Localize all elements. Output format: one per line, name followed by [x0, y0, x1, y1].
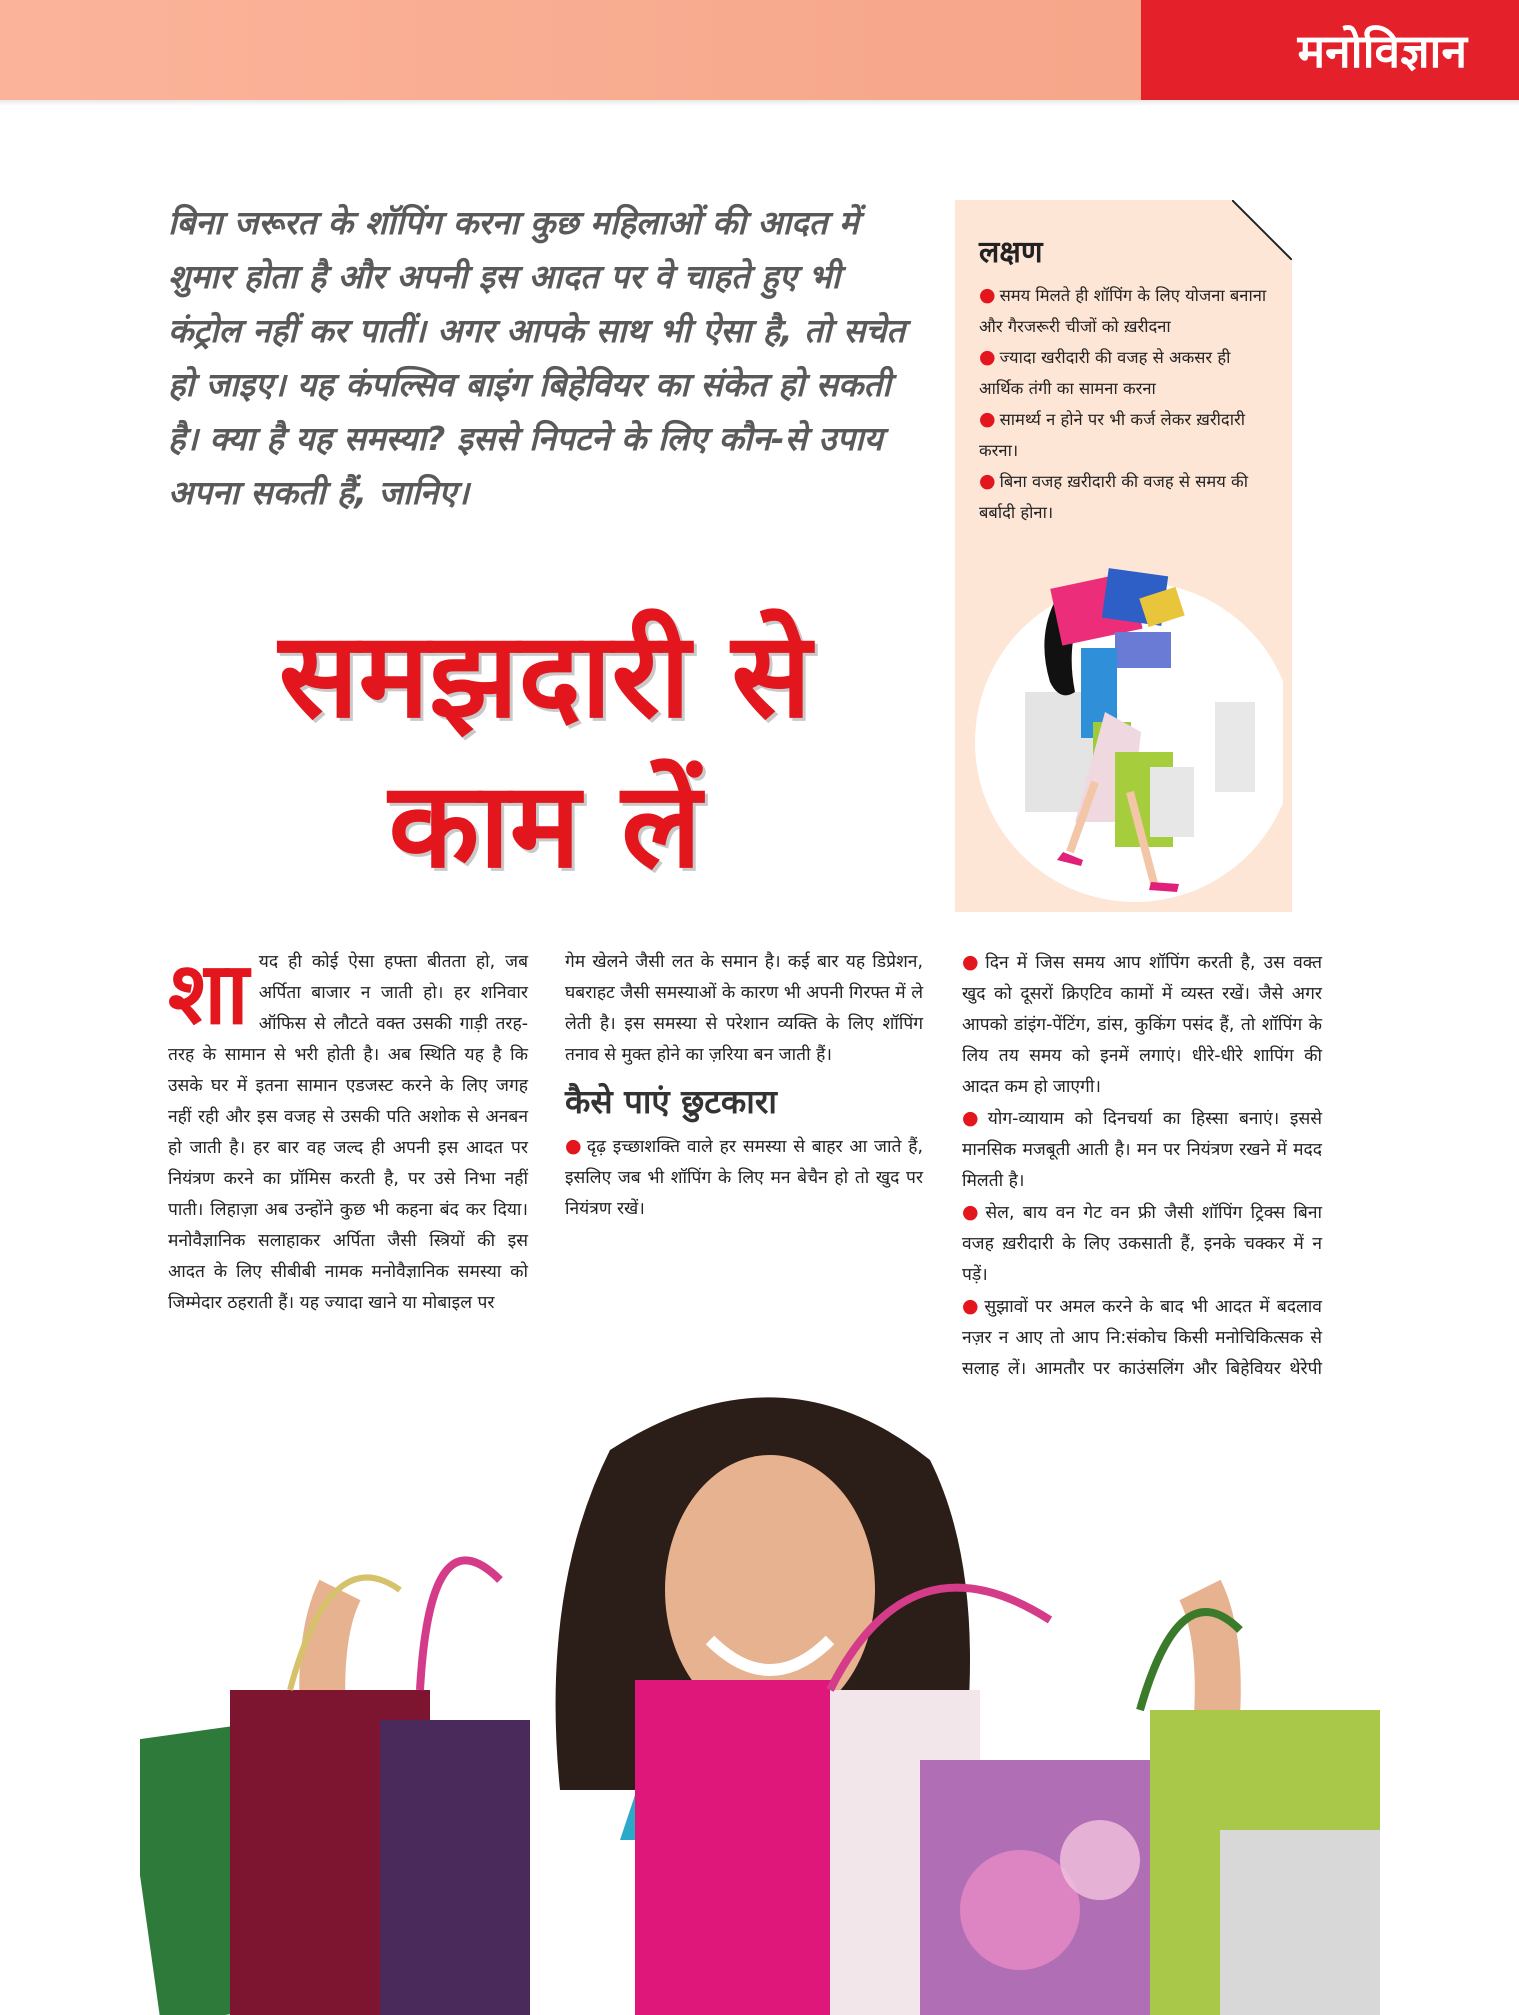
tip-item: ● दिन में जिस समय आप शॉपिंग करती है, उस वक्त खुद को दूसरों क्रिएटिव कामों में व्यस्त रखें। जैसे अगर आपको डांइंग-पेंटिंग, डांस, कुकिंग पसंद हैं, तो शॉपिंग के लिय तय समय को इनमें लगाएं। धीरे-धीरे शापिंग की आदत कम हो जाएगी।	[962, 951, 1322, 1097]
subheading: कैसे पाएं छुटकारा	[565, 1082, 777, 1121]
bullet-dot-icon: ●	[979, 470, 996, 492]
tip-item: ● सुझावों पर अमल करने के बाद भी आदत में बदलाव नज़र न आए तो आप नि:संकोच किसी मनोचिकित्सक से सलाह लें। आमतौर पर काउंसलिंग और बिहेवियर थेरेपी	[962, 1291, 1322, 1417]
article-column-1	[168, 944, 528, 1319]
article-column-2	[565, 947, 923, 1225]
folded-corner-icon	[1232, 200, 1292, 260]
section-tag: मनोविज्ञान	[1141, 0, 1519, 100]
bullet-dot-icon: ●	[979, 346, 996, 368]
list-item: ● ज्यादा खरीदारी की वजह से अकसर ही आर्थिक तंगी का सामना करना	[979, 346, 1231, 398]
list-item: ● सामर्थ्य न होने पर भी कर्ज लेकर ख़रीदारी करना।	[979, 408, 1245, 460]
article-paragraph-1: यद ही कोई ऐसा हफ्ता बीतता हो, जब अर्पिता बाजार न जाती हो। हर शनिवार ऑफिस से लौटते वक्त उसकी गाड़ी तरह-तरह के सामान से भरी होती है। अब स्थिति यह है कि उसके घर में इतना सामान एडजस्ट करने के लिए जगह नहीं रही और इस वजह से उसकी पति अशोक से अनबन हो जाती है। हर बार वह जल्द ही अपनी इस आदत पर नियंत्रण करने का प्रॉमिस करती है, पर उसे निभा नहीं पाती। लिहाज़ा अब उन्होंने कुछ भी कहना बंद कर दिया। मनोवैज्ञानिक सलाहाकर अर्पिता जैसी स्त्रियों की इस आदत के लिए सीबीबी नामक मनोवैज्ञानिक समस्या को जिम्मेदार ठहराती हैं। यह ज्यादा खाने या मोबाइल पर	[168, 952, 528, 1313]
top-bar-shadow	[0, 100, 1519, 106]
bullet-dot-icon: ●	[962, 1107, 984, 1129]
headline-line-2: काम लें	[388, 756, 702, 894]
headline	[150, 600, 940, 900]
bullet-dot-icon: ●	[979, 284, 996, 306]
tip-item: ● दृढ़ इच्छाशक्ति वाले हर समस्या से बाहर आ जाते हैं, इसलिए जब भी शॉपिंग के लिए मन बेचैन हो तो खुद पर नियंत्रण रखें।	[565, 1135, 923, 1219]
list-item: ● समय मिलते ही शॉपिंग के लिए योजना बनाना और गैरजरूरी चीजों को ख़रीदना	[979, 284, 1267, 336]
headline-line-1: समझदारी से	[278, 606, 812, 744]
bullet-dot-icon: ●	[565, 1135, 583, 1157]
bullet-dot-icon: ●	[962, 1295, 981, 1317]
sidebar-title: लक्षण	[979, 235, 1043, 270]
tip-item: ● सेल, बाय वन गेट वन फ्री जैसी शॉपिंग ट्रिक्स बिना वजह ख़रीदारी के लिए उकसाती हैं, इनके चक्कर में न पड़ें।	[962, 1201, 1322, 1285]
bullet-dot-icon: ●	[962, 1201, 982, 1223]
bullet-dot-icon: ●	[979, 408, 996, 430]
list-item: ● बिना वजह ख़रीदारी की वजह से समय की बर्बादी होना।	[979, 470, 1249, 522]
symptoms-sidebar	[955, 200, 1292, 912]
shopping-woman-illustration	[965, 552, 1283, 902]
article-column-3	[962, 947, 1322, 1452]
bullet-dot-icon: ●	[962, 951, 982, 973]
symptoms-list	[979, 280, 1279, 528]
tip-item: ● योग-व्यायाम को दिनचर्या का हिस्सा बनाएं। इससे मानसिक मजबूती आती है। मन पर नियंत्रण रखने में मदद मिलती है।	[962, 1107, 1322, 1191]
woman-with-shopping-bags-photo	[140, 1390, 1380, 2015]
article-paragraph-2: गेम खेलने जैसी लत के समान है। कई बार यह डिप्रेशन, घबराहट जैसी समस्याओं के कारण भी अपनी गिरफ्त में ले लेती है। इस समस्या से परेशान व्यक्ति के लिए शॉपिंग तनाव से मुक्त होने का ज़रिया बन जाती हैं।	[565, 952, 923, 1065]
drop-cap: शा	[168, 944, 249, 1044]
intro-text: बिना जरूरत के शॉपिंग करना कुछ महिलाओं की आदत में शुमार होता है और अपनी इस आदत पर वे चाहते हुए भी कंट्रोल नहीं कर पातीं। अगर आपके साथ भी ऐसा है, तो सचेत हो जाइए। यह कंपल्सिव बाइंग बिहेवियर का संकेत हो सकती है। क्या है यह समस्या? इससे निपटने के लिए कौन-से उपाय अपना सकती हैं, जानिए।	[168, 203, 906, 512]
